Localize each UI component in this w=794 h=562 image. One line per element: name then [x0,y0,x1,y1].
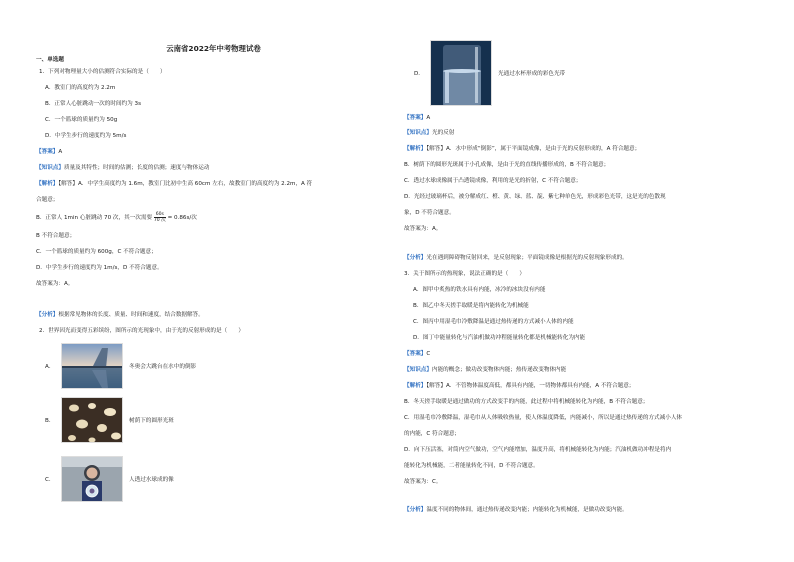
q2-summary: 【分析】光在遇到障碍物反射回来，是反射现象；平面镜成像是根据光的反射现象形成的。 [404,255,628,261]
q1-analysis-2: 合题意； [36,197,59,203]
q1-analysis-4: B 不符合题意； [36,233,76,239]
q1-analysis-1: 【解析】【解答】A．中学生高度约为 1.6m，教室门比初中生高 60cm 左右，故教室门的高度约为 2.2m，A 符 [36,181,313,187]
q1-analysis-3: B．正常人 1min 心脏跳动 70 次，其一次需要 $\frac{60s}{\text{70 次}}$ = 0.86s/次 [36,212,197,223]
q1-answer: 【答案】A [36,149,63,155]
q1-analysis-5: C．一个篮球的质量约为 600g，C 不符合题意； [36,249,157,255]
q1-option-a: A．教室门的高度约为 2.2m [45,85,116,91]
q3-summary: 【分析】温度不同的物体间，通过热传递改变内能；内能转化为机械能，是做功改变内能。 [404,507,628,513]
q2-analysis-6: 故答案为：A。 [404,226,442,232]
q2-analysis-2: B．树荫下的圆形光斑属于小孔成像，是由于光的直线传播形成的，B 不符合题意； [404,162,610,168]
q3-analysis-7: 故答案为：C。 [404,479,442,485]
q2-stem: 2．世界因光而变得五彩缤纷，图所示的光现象中，由于光的反射形成的是（ ） [39,328,244,334]
q1-knowledge: 【知识点】质量及其特性；时间的估测；长度的估测；速度与物体运动 [36,165,210,171]
fraction: $\frac{60s}{\text{70 次}}$ [153,212,166,223]
answer-tag: 【答案】 [36,149,59,155]
q3-analysis-2: B．冬天搓手取暖是通过做功的方式改变手的内能，此过程中将机械能转化为内能，B 不符合题意； [404,399,649,405]
section-heading: 一、单选题 [36,57,64,63]
q1-option-d: D．中学生步行的速度约为 5m/s [45,133,127,139]
q3-option-d: D．图丁中能量转化与汽油机做功冲程能量转化都是机械能转化为内能 [413,335,586,341]
q3-option-b: B．图乙中冬天搓手取暖是将内能转化为机械能 [413,303,529,309]
q3-analysis-6: 能转化为机械能，二者能量转化不同，D 不符合题意。 [404,463,539,469]
q1-analysis-6: D．中学生步行的速度约为 1m/s，D 不符合题意。 [36,265,163,271]
water-glass-image [430,40,492,106]
q3-analysis-5: D．向下压活塞，对筒内空气做功，空气内能增加，温度升高，将机械能转化为内能；汽油机做功冲程是将内 [404,447,672,453]
q3-knowledge: 【知识点】内能的概念；做功改变物体内能；热传递改变物体内能 [404,367,567,373]
q1-stem: 1．下列对物理量大小的估测符合实际的是（ ） [39,69,166,75]
q2-analysis-3: C．透过水球成像属于凸透镜成像，利用的是光的折射，C 不符合题意； [404,178,582,184]
ski-jump-reflection-image [61,343,123,389]
q2-option-d: D． 光通过水杯形成的彩色光带 [414,40,565,106]
q3-option-a: A．图甲中炙热的铁水具有内能，冰冷的冰块没有内能 [413,287,546,293]
q2-analysis-4: D．光经过玻璃杯后，被分解成红、橙、黄、绿、蓝、靛、紫七种单色光，形成彩色光带，这是光的色散现 [404,194,666,200]
knowledge-tag: 【知识点】 [36,165,64,171]
analysis-tag: 【解析】 [36,181,59,187]
q2-analysis-5: 象，D 不符合题意。 [404,210,455,216]
q1-analysis-7: 故答案为：A。 [36,281,74,287]
q2-answer: 【答案】A [404,115,431,121]
q1-summary: 【分析】根据常见物体的长度、质量、时间和速度，结合数据解答。 [36,312,204,318]
light-spots-image [61,397,123,443]
q2-knowledge: 【知识点】光的反射 [404,130,455,136]
q3-analysis-1: 【解析】【解答】A．不管物体温度高低，都具有内能，一切物体都具有内能，A 不符合题意； [404,383,635,389]
q3-analysis-4: 的内能，C 符合题意； [404,431,461,437]
q2-analysis-1: 【解析】【解答】A．水中形成“倒影”，属于平面镜成像，是由于光的反射形成的，A 符合题意； [404,146,641,152]
q1-option-b: B．正常人心脏跳动一次的时间约为 3s [45,101,141,107]
q3-stem: 3．关于图所示的热现象，说法正确的是（ ） [404,271,526,277]
q3-analysis-3: C．用湿毛巾冷敷降温，湿毛巾从人体吸收热量，使人体温度降低，内能减小，所以是通过热传递的方式减小人体 [404,415,683,421]
water-ball-image [61,456,123,502]
q2-option-b: B． 树荫下的圆形光斑 [45,397,174,443]
page-title: 云南省2022年中考物理试卷 [166,44,261,53]
q1-option-c: C．一个篮球的质量约为 50g [45,117,118,123]
q2-option-c: C． 人透过水球成的像 [45,456,174,502]
q3-answer: 【答案】C [404,351,431,357]
q3-option-c: C．图丙中用湿毛巾冷敷降温是通过热传递的方式减小人体的内能 [413,319,574,325]
q2-option-a: A． 冬奥会大跳台在水中的倒影 [45,343,196,389]
